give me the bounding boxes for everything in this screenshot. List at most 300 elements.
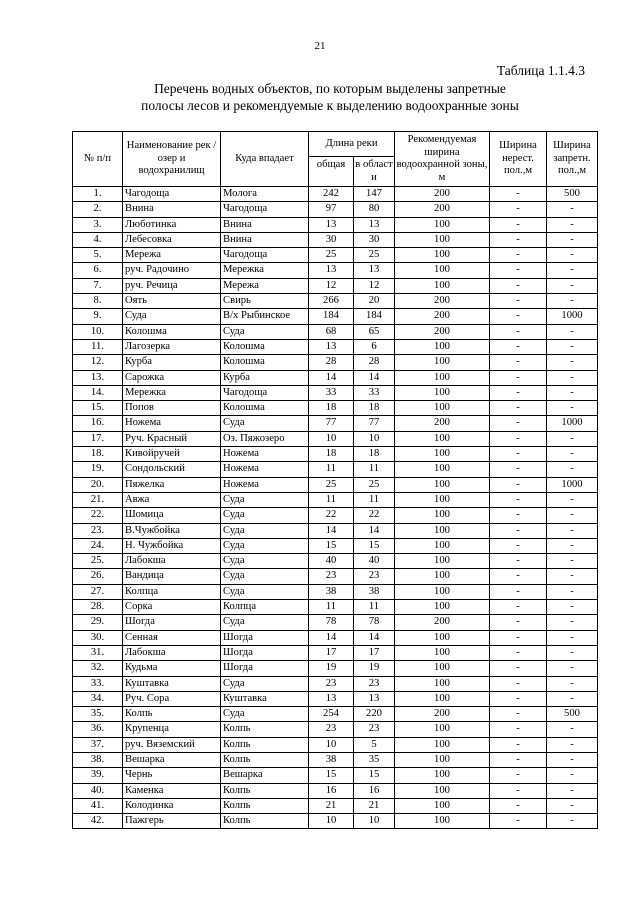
- row-length-region: 11: [354, 462, 395, 477]
- row-length-total: 25: [309, 477, 354, 492]
- row-flows-into: Чагодоща: [221, 385, 309, 400]
- row-zone-width: 200: [395, 202, 490, 217]
- row-number: 8.: [73, 294, 123, 309]
- row-flows-into: Суда: [221, 676, 309, 691]
- row-forbidden-width: 500: [547, 187, 598, 202]
- row-length-region: 6: [354, 339, 395, 354]
- row-length-region: 13: [354, 691, 395, 706]
- table-row: [73, 722, 598, 737]
- row-flows-into: Суда: [221, 538, 309, 553]
- row-forbidden-width: -: [547, 278, 598, 293]
- table-row: [73, 615, 598, 630]
- row-forbidden-width: -: [547, 538, 598, 553]
- row-zone-width: 200: [395, 187, 490, 202]
- row-flows-into: Колпь: [221, 798, 309, 813]
- row-forbidden-width: -: [547, 798, 598, 813]
- row-length-region: 40: [354, 554, 395, 569]
- row-flows-into: Ножема: [221, 477, 309, 492]
- table-row: [73, 752, 598, 767]
- row-forbidden-width: -: [547, 294, 598, 309]
- row-forbidden-width: -: [547, 401, 598, 416]
- row-flows-into: Молога: [221, 187, 309, 202]
- row-forbidden-width: -: [547, 661, 598, 676]
- row-length-total: 18: [309, 447, 354, 462]
- row-length-total: 19: [309, 661, 354, 676]
- row-length-total: 15: [309, 538, 354, 553]
- row-number: 14.: [73, 385, 123, 400]
- row-zone-width: 100: [395, 798, 490, 813]
- row-number: 17.: [73, 431, 123, 446]
- row-number: 23.: [73, 523, 123, 538]
- table-row: [73, 401, 598, 416]
- row-nonspawn-width: -: [490, 661, 547, 676]
- row-zone-width: 200: [395, 615, 490, 630]
- row-zone-width: 100: [395, 447, 490, 462]
- row-flows-into: Вешарка: [221, 768, 309, 783]
- row-forbidden-width: -: [547, 768, 598, 783]
- table-row: [73, 554, 598, 569]
- row-zone-width: 200: [395, 707, 490, 722]
- header-length-region: в област и: [354, 157, 395, 187]
- header-forbidden-width: Ширина запретн. пол.,м: [547, 132, 598, 187]
- row-flows-into: Суда: [221, 508, 309, 523]
- row-name: Пажгерь: [123, 814, 221, 829]
- table-row: [73, 263, 598, 278]
- table-row: [73, 431, 598, 446]
- row-zone-width: 100: [395, 217, 490, 232]
- row-name: Кудьма: [123, 661, 221, 676]
- row-forbidden-width: -: [547, 676, 598, 691]
- row-flows-into: Суда: [221, 584, 309, 599]
- row-number: 26.: [73, 569, 123, 584]
- table-row: [73, 217, 598, 232]
- row-nonspawn-width: -: [490, 798, 547, 813]
- row-zone-width: 100: [395, 600, 490, 615]
- row-nonspawn-width: -: [490, 783, 547, 798]
- row-length-region: 13: [354, 263, 395, 278]
- row-length-region: 10: [354, 814, 395, 829]
- row-number: 22.: [73, 508, 123, 523]
- row-length-total: 68: [309, 324, 354, 339]
- row-name: Мережа: [123, 248, 221, 263]
- row-name: Сорка: [123, 600, 221, 615]
- row-length-region: 23: [354, 722, 395, 737]
- header-nonspawn-width: Ширина нерест. пол.,м: [490, 132, 547, 187]
- row-length-total: 13: [309, 217, 354, 232]
- row-flows-into: Оз. Пяжозеро: [221, 431, 309, 446]
- row-length-total: 33: [309, 385, 354, 400]
- row-length-region: 65: [354, 324, 395, 339]
- row-length-total: 14: [309, 630, 354, 645]
- row-nonspawn-width: -: [490, 538, 547, 553]
- row-zone-width: 100: [395, 462, 490, 477]
- row-length-total: 12: [309, 278, 354, 293]
- row-name: Колпь: [123, 707, 221, 722]
- page-number: 21: [314, 40, 326, 52]
- row-length-region: 18: [354, 401, 395, 416]
- table-row: [73, 385, 598, 400]
- row-length-total: 10: [309, 431, 354, 446]
- row-number: 24.: [73, 538, 123, 553]
- table-row: [73, 447, 598, 462]
- row-forbidden-width: -: [547, 737, 598, 752]
- table-row: [73, 814, 598, 829]
- row-nonspawn-width: -: [490, 523, 547, 538]
- row-zone-width: 100: [395, 814, 490, 829]
- table-row: [73, 783, 598, 798]
- row-number: 42.: [73, 814, 123, 829]
- row-name: Ножема: [123, 416, 221, 431]
- row-name: Вешарка: [123, 752, 221, 767]
- table-row: [73, 630, 598, 645]
- table-row: [73, 508, 598, 523]
- table-row: [73, 798, 598, 813]
- row-number: 32.: [73, 661, 123, 676]
- row-number: 41.: [73, 798, 123, 813]
- row-length-region: 10: [354, 431, 395, 446]
- row-forbidden-width: -: [547, 232, 598, 247]
- row-nonspawn-width: -: [490, 814, 547, 829]
- row-number: 1.: [73, 187, 123, 202]
- row-number: 2.: [73, 202, 123, 217]
- row-length-total: 254: [309, 707, 354, 722]
- row-forbidden-width: -: [547, 385, 598, 400]
- row-number: 34.: [73, 691, 123, 706]
- table-row: [73, 538, 598, 553]
- row-number: 3.: [73, 217, 123, 232]
- row-zone-width: 100: [395, 523, 490, 538]
- row-number: 35.: [73, 707, 123, 722]
- row-flows-into: Суда: [221, 523, 309, 538]
- row-number: 28.: [73, 600, 123, 615]
- row-nonspawn-width: -: [490, 477, 547, 492]
- row-nonspawn-width: -: [490, 768, 547, 783]
- row-length-region: 12: [354, 278, 395, 293]
- header-name: Наименование рек / озер и водохранилищ: [123, 132, 221, 187]
- row-zone-width: 100: [395, 477, 490, 492]
- row-length-region: 11: [354, 600, 395, 615]
- row-nonspawn-width: -: [490, 324, 547, 339]
- row-name: Лагозерка: [123, 339, 221, 354]
- row-length-total: 97: [309, 202, 354, 217]
- row-nonspawn-width: -: [490, 339, 547, 354]
- row-forbidden-width: -: [547, 217, 598, 232]
- table-row: [73, 707, 598, 722]
- row-length-region: 23: [354, 569, 395, 584]
- row-nonspawn-width: -: [490, 508, 547, 523]
- row-flows-into: Колпь: [221, 722, 309, 737]
- row-forbidden-width: -: [547, 431, 598, 446]
- row-flows-into: Шогда: [221, 661, 309, 676]
- row-length-total: 30: [309, 232, 354, 247]
- row-zone-width: 100: [395, 569, 490, 584]
- row-zone-width: 100: [395, 370, 490, 385]
- row-number: 18.: [73, 447, 123, 462]
- row-forbidden-width: -: [547, 202, 598, 217]
- row-nonspawn-width: -: [490, 554, 547, 569]
- row-forbidden-width: -: [547, 462, 598, 477]
- table-row: [73, 462, 598, 477]
- row-name: Колодинка: [123, 798, 221, 813]
- row-zone-width: 100: [395, 263, 490, 278]
- row-length-total: 22: [309, 508, 354, 523]
- header-zone-width: Рекомендуемая ширина водоохранной зоны, м: [395, 132, 490, 187]
- row-flows-into: Суда: [221, 615, 309, 630]
- row-length-region: 11: [354, 492, 395, 507]
- table-row: [73, 477, 598, 492]
- row-nonspawn-width: -: [490, 401, 547, 416]
- row-forbidden-width: -: [547, 600, 598, 615]
- row-name: Чернь: [123, 768, 221, 783]
- row-name: Чагодоща: [123, 187, 221, 202]
- row-forbidden-width: -: [547, 508, 598, 523]
- row-length-total: 23: [309, 676, 354, 691]
- table-row: [73, 187, 598, 202]
- row-length-total: 18: [309, 401, 354, 416]
- row-number: 12.: [73, 355, 123, 370]
- row-nonspawn-width: -: [490, 263, 547, 278]
- row-name: Люботинка: [123, 217, 221, 232]
- row-nonspawn-width: -: [490, 232, 547, 247]
- row-number: 31.: [73, 645, 123, 660]
- row-nonspawn-width: -: [490, 676, 547, 691]
- row-length-region: 5: [354, 737, 395, 752]
- row-flows-into: Чагодоща: [221, 202, 309, 217]
- row-name: Лабокша: [123, 645, 221, 660]
- row-flows-into: Мережа: [221, 278, 309, 293]
- row-nonspawn-width: -: [490, 385, 547, 400]
- table-body: [73, 187, 598, 829]
- row-zone-width: 100: [395, 737, 490, 752]
- row-flows-into: Суда: [221, 492, 309, 507]
- row-number: 33.: [73, 676, 123, 691]
- row-name: Мережка: [123, 385, 221, 400]
- row-zone-width: 100: [395, 339, 490, 354]
- row-forbidden-width: -: [547, 248, 598, 263]
- row-length-region: 19: [354, 661, 395, 676]
- row-length-region: 25: [354, 248, 395, 263]
- row-number: 25.: [73, 554, 123, 569]
- row-length-region: 28: [354, 355, 395, 370]
- table-label: Таблица 1.1.4.3: [496, 63, 585, 78]
- row-name: Лабокша: [123, 554, 221, 569]
- row-flows-into: Внина: [221, 232, 309, 247]
- row-flows-into: Суда: [221, 554, 309, 569]
- row-length-region: 15: [354, 538, 395, 553]
- table-title: [90, 80, 570, 114]
- table-row: [73, 600, 598, 615]
- row-flows-into: Ножема: [221, 462, 309, 477]
- row-flows-into: Колпь: [221, 752, 309, 767]
- table-row: [73, 768, 598, 783]
- row-number: 10.: [73, 324, 123, 339]
- row-length-region: 16: [354, 783, 395, 798]
- row-length-total: 16: [309, 783, 354, 798]
- row-flows-into: Свирь: [221, 294, 309, 309]
- row-number: 9.: [73, 309, 123, 324]
- row-name: Лебесовка: [123, 232, 221, 247]
- row-name: Оять: [123, 294, 221, 309]
- row-zone-width: 100: [395, 492, 490, 507]
- row-length-region: 35: [354, 752, 395, 767]
- row-flows-into: Суда: [221, 569, 309, 584]
- table-row: [73, 324, 598, 339]
- row-nonspawn-width: -: [490, 370, 547, 385]
- row-zone-width: 200: [395, 416, 490, 431]
- row-zone-width: 100: [395, 752, 490, 767]
- row-zone-width: 100: [395, 554, 490, 569]
- table-row: [73, 294, 598, 309]
- row-zone-width: 100: [395, 722, 490, 737]
- row-flows-into: В/х Рыбинское: [221, 309, 309, 324]
- row-length-region: 38: [354, 584, 395, 599]
- row-flows-into: Ножема: [221, 447, 309, 462]
- row-name: Руч. Красный: [123, 431, 221, 446]
- row-flows-into: Шогда: [221, 645, 309, 660]
- row-length-total: 11: [309, 492, 354, 507]
- header-length: Длина реки: [309, 132, 395, 157]
- row-length-total: 11: [309, 600, 354, 615]
- row-length-region: 18: [354, 447, 395, 462]
- row-nonspawn-width: -: [490, 722, 547, 737]
- row-flows-into: Колпь: [221, 783, 309, 798]
- row-flows-into: Колпь: [221, 737, 309, 752]
- row-zone-width: 100: [395, 691, 490, 706]
- row-forbidden-width: -: [547, 370, 598, 385]
- row-number: 7.: [73, 278, 123, 293]
- row-name: Вандица: [123, 569, 221, 584]
- table-row: [73, 355, 598, 370]
- row-forbidden-width: -: [547, 615, 598, 630]
- row-length-total: 14: [309, 370, 354, 385]
- row-length-region: 33: [354, 385, 395, 400]
- row-flows-into: Суда: [221, 416, 309, 431]
- row-zone-width: 100: [395, 768, 490, 783]
- row-number: 20.: [73, 477, 123, 492]
- row-forbidden-width: -: [547, 554, 598, 569]
- row-nonspawn-width: -: [490, 569, 547, 584]
- row-number: 36.: [73, 722, 123, 737]
- row-length-total: 77: [309, 416, 354, 431]
- header-flows-into: Куда впадает: [221, 132, 309, 187]
- row-name: руч. Радочино: [123, 263, 221, 278]
- row-length-total: 184: [309, 309, 354, 324]
- table-row: [73, 661, 598, 676]
- table-row: [73, 370, 598, 385]
- row-nonspawn-width: -: [490, 737, 547, 752]
- row-length-region: 22: [354, 508, 395, 523]
- row-forbidden-width: -: [547, 630, 598, 645]
- row-name: Колпца: [123, 584, 221, 599]
- row-number: 40.: [73, 783, 123, 798]
- table-row: [73, 416, 598, 431]
- row-nonspawn-width: -: [490, 431, 547, 446]
- row-nonspawn-width: -: [490, 248, 547, 263]
- row-nonspawn-width: -: [490, 752, 547, 767]
- row-name: Каменка: [123, 783, 221, 798]
- title-line-2: полосы лесов и рекомендуемые к выделению водоохранные зоны: [141, 98, 519, 113]
- row-flows-into: Мережка: [221, 263, 309, 278]
- row-length-region: 147: [354, 187, 395, 202]
- row-name: Сенная: [123, 630, 221, 645]
- row-number: 39.: [73, 768, 123, 783]
- row-forbidden-width: -: [547, 324, 598, 339]
- row-name: Курба: [123, 355, 221, 370]
- row-flows-into: Суда: [221, 324, 309, 339]
- row-flows-into: Чагодоща: [221, 248, 309, 263]
- row-zone-width: 100: [395, 385, 490, 400]
- row-name: Внина: [123, 202, 221, 217]
- row-forbidden-width: 1000: [547, 416, 598, 431]
- row-length-region: 17: [354, 645, 395, 660]
- row-nonspawn-width: -: [490, 294, 547, 309]
- row-length-total: 23: [309, 722, 354, 737]
- row-length-total: 10: [309, 737, 354, 752]
- row-nonspawn-width: -: [490, 355, 547, 370]
- row-name: Руч. Сора: [123, 691, 221, 706]
- row-nonspawn-width: -: [490, 615, 547, 630]
- row-length-total: 38: [309, 752, 354, 767]
- row-nonspawn-width: -: [490, 309, 547, 324]
- row-length-region: 184: [354, 309, 395, 324]
- row-length-total: 10: [309, 814, 354, 829]
- row-number: 6.: [73, 263, 123, 278]
- row-nonspawn-width: -: [490, 278, 547, 293]
- row-name: Попов: [123, 401, 221, 416]
- row-forbidden-width: -: [547, 355, 598, 370]
- row-nonspawn-width: -: [490, 217, 547, 232]
- row-name: Н. Чужбойка: [123, 538, 221, 553]
- row-name: Кивойручей: [123, 447, 221, 462]
- row-zone-width: 100: [395, 355, 490, 370]
- row-nonspawn-width: -: [490, 447, 547, 462]
- row-zone-width: 100: [395, 232, 490, 247]
- row-nonspawn-width: -: [490, 707, 547, 722]
- table-row: [73, 202, 598, 217]
- row-zone-width: 100: [395, 783, 490, 798]
- row-forbidden-width: -: [547, 814, 598, 829]
- row-number: 4.: [73, 232, 123, 247]
- row-name: Колошма: [123, 324, 221, 339]
- row-length-total: 13: [309, 263, 354, 278]
- row-flows-into: Внина: [221, 217, 309, 232]
- row-name: руч. Речица: [123, 278, 221, 293]
- row-nonspawn-width: -: [490, 462, 547, 477]
- row-flows-into: Колошма: [221, 355, 309, 370]
- table-row: [73, 584, 598, 599]
- water-bodies-table: [72, 131, 598, 829]
- row-flows-into: Колошма: [221, 401, 309, 416]
- row-forbidden-width: 1000: [547, 309, 598, 324]
- table-row: [73, 492, 598, 507]
- row-zone-width: 200: [395, 309, 490, 324]
- table-row: [73, 569, 598, 584]
- row-zone-width: 100: [395, 401, 490, 416]
- row-forbidden-width: -: [547, 339, 598, 354]
- row-length-total: 11: [309, 462, 354, 477]
- row-length-region: 77: [354, 416, 395, 431]
- row-number: 13.: [73, 370, 123, 385]
- row-length-total: 40: [309, 554, 354, 569]
- row-zone-width: 200: [395, 294, 490, 309]
- header-length-total: общая: [309, 157, 354, 187]
- row-length-total: 38: [309, 584, 354, 599]
- row-length-total: 25: [309, 248, 354, 263]
- row-zone-width: 100: [395, 630, 490, 645]
- row-number: 21.: [73, 492, 123, 507]
- row-forbidden-width: -: [547, 584, 598, 599]
- row-zone-width: 100: [395, 538, 490, 553]
